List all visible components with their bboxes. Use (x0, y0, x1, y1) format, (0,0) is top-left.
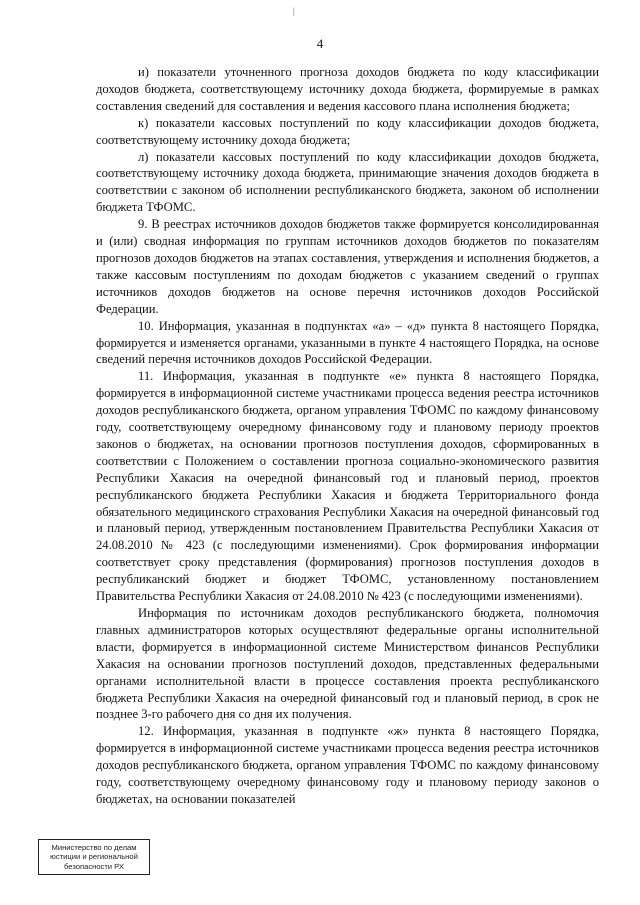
paragraph-item-l: л) показатели кассовых поступлений по коду классификации доходов бюджета, соответствующему источнику дохода бюджета, принимающие значения доходов бюджета в соответствии с законом об исполнении республиканского бюджета, законом об исполнении бюджета ТФОМС. (96, 149, 599, 215)
stamp-line: юстиции и региональной (50, 852, 138, 862)
paragraph-item-i: и) показатели уточненного прогноза доходов бюджета по коду классификации доходов бюджета, соответствующему источнику дохода бюджета, формируемые в рамках составления сведений для составления и ведения кассового плана исполнения бюджета; (96, 65, 599, 113)
stamp-line: Министерство по делам (51, 843, 137, 852)
stamp-line: безопасности РХ (64, 861, 124, 871)
paragraph-9: 9. В реестрах источников доходов бюджетов также формируется консолидированная и (или) сводная информация по группам источников доходов бюджетов по показателям прогнозов доходов бюджетов на этапах составления, утверждения и исполнения бюджетов, а также кассовым поступлениям по доходам бюджетов с указанием сведений о группах источников доходов бюджетов на основе перечня источников доходов Российской Федерации. (96, 217, 599, 316)
top-mark: | (293, 6, 295, 16)
paragraph-item-k: к) показатели кассовых поступлений по коду классификации доходов бюджета, соответствующему источнику дохода бюджета; (96, 115, 599, 147)
registration-stamp (38, 839, 150, 875)
page-number: 4 (316, 36, 324, 51)
paragraph-11-continued: Информация по источникам доходов республиканского бюджета, полномочия главных администраторов которых осуществляют федеральные органы исполнительной власти, формируется в информационной системе Министерством финансов Республики Хакасия на основании прогнозов поступлений доходов, представленных федеральными органами исполнительной власти в процессе составления проекта республиканского бюджета Республики Хакасия на очередной финансовый год и плановый период, в срок не позднее 3-го рабочего дня со дня их получения. (96, 606, 599, 722)
paragraph-11: 11. Информация, указанная в подпункте «е» пункта 8 настоящего Порядка, формируется в информационной системе участниками процесса ведения реестра источников доходов республиканского бюджета, органом управления ТФОМС по каждому финансовому году, соответствующему очередному финансовому году и плановому периоду проектов законов о бюджетах, на основании прогнозов поступления доходов, сформированных в соответствии с Положением о составлении прогноза социально-экономического развития Республики Хакасия на очередной финансовый год и плановый период, проектов республиканского бюджета Республики Хакасия и бюджета Территориального фонда обязательного медицинского страхования Республики Хакасия на очередной финансовый год и плановый период, утвержденным постановлением Правительства Республики Хакасия от 24.08.2010 № 423 (с последующими изменениями). Срок формирования информации соответствует сроку представления (формирования) прогнозов поступления доходов в республиканский бюджет и бюджет ТФОМС, установленному постановлением Правительства Республики Хакасия от 24.08.2010 № 423 (с последующими изменениями). (96, 369, 599, 604)
paragraph-12: 12. Информация, указанная в подпункте «ж» пункта 8 настоящего Порядка, формируется в информационной системе участниками процесса ведения реестра источников доходов республиканского бюджета, органом управления ТФОМС по каждому финансовому году, соответствующему очередному финансовому году и плановому периоду законов о бюджетах, на основании показателей (96, 724, 599, 806)
document-body (96, 64, 599, 808)
paragraph-10: 10. Информация, указанная в подпунктах «а» – «д» пункта 8 настоящего Порядка, формируется и изменяется органами, указанными в пункте 4 настоящего Порядка, на основе сведений перечня источников доходов Российской Федерации. (96, 318, 599, 367)
